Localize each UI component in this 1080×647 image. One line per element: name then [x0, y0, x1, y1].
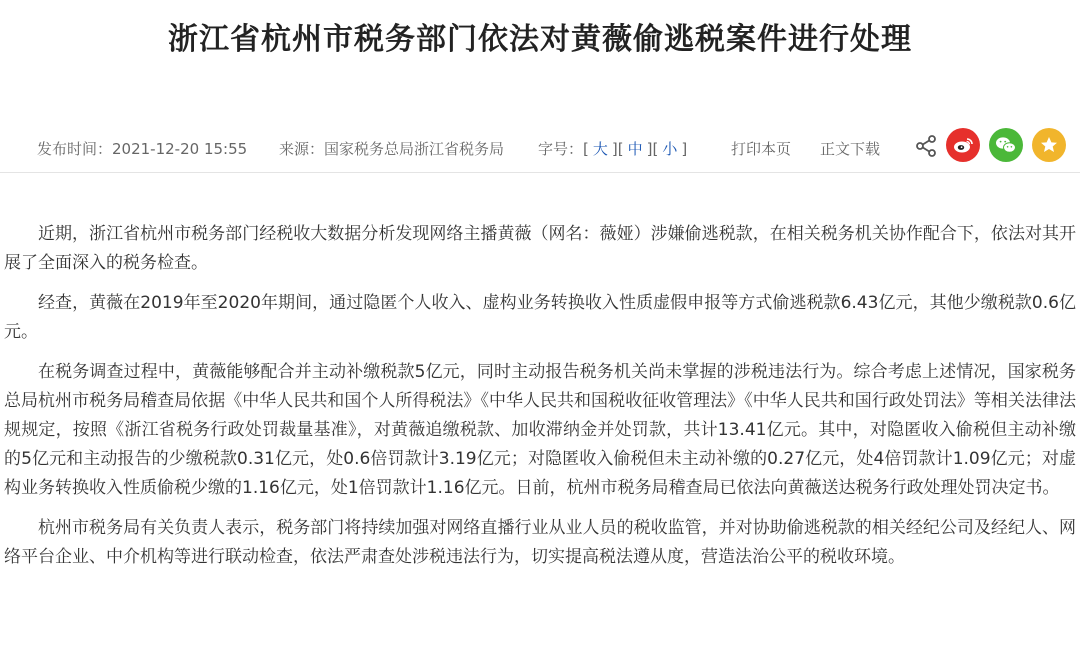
favorite-icon [1039, 135, 1059, 155]
article-meta-bar [0, 126, 1080, 170]
weibo-share-button[interactable] [946, 128, 980, 162]
font-size-close: ] [681, 140, 688, 158]
article-paragraph: 杭州市税务局有关负责人表示，税务部门将持续加强对网络直播行业从业人员的税收监管，并对协助偷逃税款的相关经纪公司及经纪人、网络平台企业、中介机构等进行联动检查，依法严肃查处涉税违法行为，切实提高税法遵从度，营造法治公平的税收环境。 [4, 518, 1076, 567]
article-paragraph: 近期，浙江省杭州市税务部门经税收大数据分析发现网络主播黄薇（网名：薇娅）涉嫌偷逃税款，在相关税务机关协作配合下，依法对其开展了全面深入的税务检查。 [4, 224, 1076, 273]
font-size-medium-link[interactable]: 中 [627, 140, 643, 158]
print-page-link[interactable]: 打印本页 [731, 140, 792, 158]
article-body [4, 220, 1076, 583]
font-size-label: 字号：[ [538, 140, 589, 158]
font-size-small-link[interactable]: 小 [662, 140, 678, 158]
font-size-separator: ][ [646, 140, 659, 158]
share-icon[interactable] [914, 134, 938, 158]
wechat-icon [995, 136, 1017, 154]
wechat-share-button[interactable] [989, 128, 1023, 162]
download-text-link[interactable]: 正文下载 [820, 140, 881, 158]
font-size-large-link[interactable]: 大 [592, 140, 608, 158]
font-size-switcher [538, 138, 687, 159]
meta-divider [0, 172, 1080, 173]
font-size-separator: ][ [611, 140, 624, 158]
article-paragraph: 经查，黄薇在2019年至2020年期间，通过隐匿个人收入、虚构业务转换收入性质虚假申报等方式偷逃税款6.43亿元，其他少缴税款0.6亿元。 [4, 293, 1076, 342]
favorite-button[interactable] [1032, 128, 1066, 162]
article-paragraph: 在税务调查过程中，黄薇能够配合并主动补缴税款5亿元，同时主动报告税务机关尚未掌握的涉税违法行为。综合考虑上述情况，国家税务总局杭州市税务局稽查局依据《中华人民共和国个人所得税法》《中华人民共和国税收征收管理法》《中华人民共和国行政处罚法》等相关法律法规规定，按照《浙江省税务行政处罚裁量基准》，对黄薇追缴税款、加收滞纳金并处罚款，共计13.41亿元。其中，对隐匿收入偷税但主动补缴的5亿元和主动报告的少缴税款0.31亿元，处0.6倍罚款计3.19亿元；对隐匿收入偷税但未主动补缴的0.27亿元，处4倍罚款计1.09亿元；对虚构业务转换收入性质偷税少缴的1.16亿元，处1倍罚款计1.16亿元。日前，杭州市税务局稽查局已依法向黄薇送达税务行政处理处罚决定书。 [4, 362, 1076, 498]
article-source: 来源：国家税务总局浙江省税务局 [279, 140, 505, 158]
article-title: 浙江省杭州市税务部门依法对黄薇偷逃税案件进行处理 [168, 22, 912, 57]
publish-time: 发布时间：2021-12-20 15:55 [37, 140, 248, 158]
weibo-icon [952, 136, 974, 154]
